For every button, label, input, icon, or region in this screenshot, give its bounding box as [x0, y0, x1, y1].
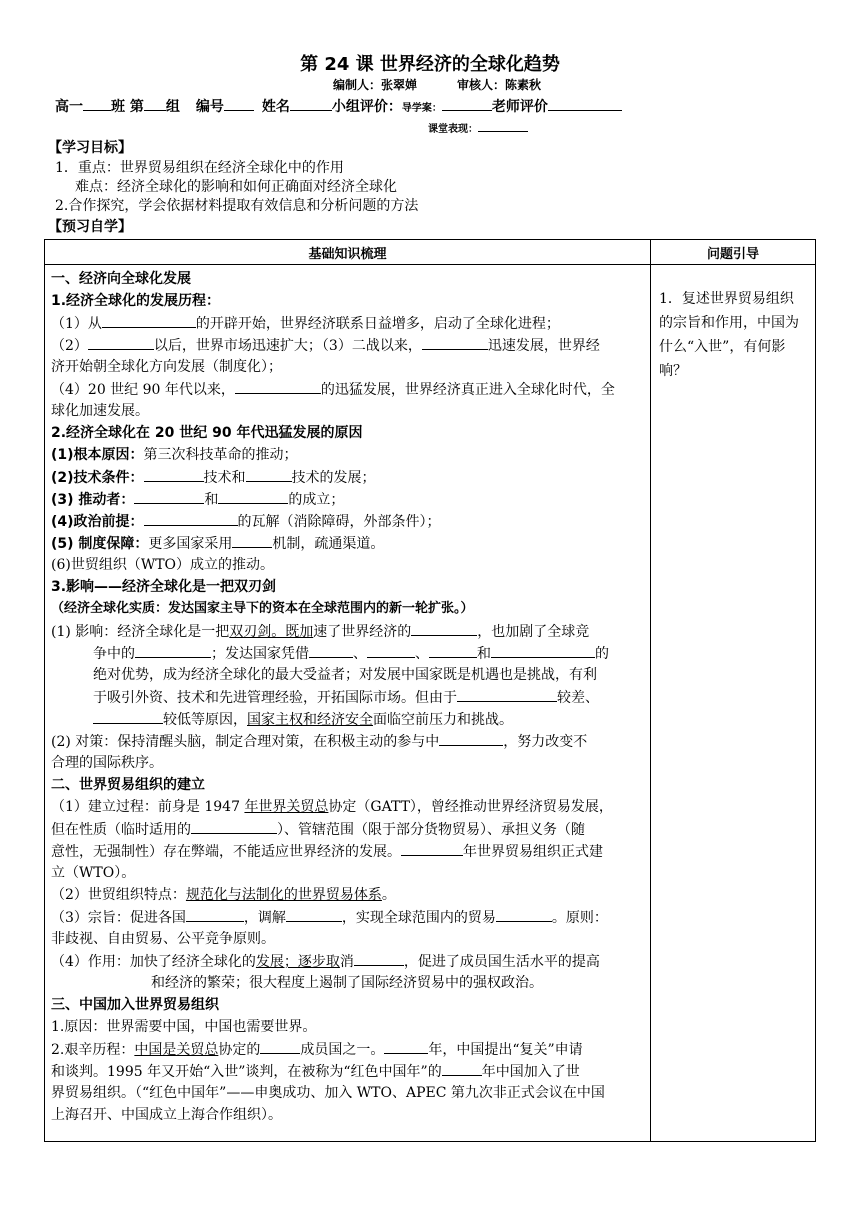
blank[interactable] [144, 467, 204, 482]
lesson-title: 第 24 课 世界经济的全球化趋势 [300, 54, 560, 75]
text-line: 争中的 ；发达国家凭借 、 、 和 的 [93, 643, 609, 664]
blank[interactable] [235, 379, 321, 394]
objectives-heading: 【学习目标】 [48, 140, 132, 156]
blank[interactable] [218, 489, 288, 504]
subsection-1-3: 3.影响——经济全球化是一把双刃剑 [51, 579, 277, 595]
text-line: 合理的国际秩序。 [51, 755, 163, 771]
section-3-title: 三、中国加入世界贸易组织 [51, 997, 219, 1013]
text-line: (1)根本原因：第三次科技革命的推动； [51, 447, 298, 463]
blank[interactable] [191, 819, 277, 834]
text-line: （1）建立过程：前身是 1947 年世界关贸总协定（GATT），曾经推动世界经济贸易发展， [51, 799, 613, 815]
blank[interactable] [384, 1039, 428, 1054]
author: 编制人：张翠婵 [333, 78, 418, 92]
number-label: 编号 [195, 99, 224, 115]
blank[interactable] [367, 643, 415, 658]
text-line: (2)技术条件： 技术和 技术的发展； [51, 467, 376, 488]
grade-label: 高一 [55, 99, 83, 115]
text-line: （4）20 世纪 90 年代以来， 的迅猛发展，世界经济真正进入全球化时代，全 [51, 379, 615, 400]
section-2-title: 二、世界贸易组织的建立 [51, 777, 205, 793]
text-line: 非歧视、自由贸易、公平竞争原则。 [51, 931, 275, 947]
blank[interactable] [246, 467, 292, 482]
guide-line: 的宗旨和作用，中国为 [659, 315, 799, 331]
section-1-title: 一、经济向全球化发展 [51, 271, 191, 287]
reviewer: 审核人：陈素秋 [457, 78, 542, 92]
authors-line [333, 76, 541, 93]
class-performance [428, 118, 528, 135]
class-perf-blank[interactable] [478, 118, 528, 132]
blank[interactable] [186, 907, 244, 922]
text-line: （2）世贸组织特点：规范化与法制化的世界贸易体系。 [51, 887, 396, 903]
text-line: 意性，无强制性）存在弊端，不能适应世界经济的发展。 年世界贸易组织正式建 [51, 841, 603, 862]
class-perf-label: 课堂表现： [428, 124, 478, 135]
teacher-eval-blank[interactable] [548, 97, 622, 111]
study-case-label: 导学案： [401, 103, 442, 114]
text-line: 界贸易组织。（“红色中国年”——申奥成功、加入 WTO、APEC 第九次非正式会议在中国 [51, 1085, 605, 1101]
blank[interactable] [457, 687, 557, 702]
text-line: 绝对优势，成为经济全球化的最大受益者；对发展中国家既是机遇也是挑战，有利 [93, 667, 597, 683]
text-line: （2） 以后，世界市场迅速扩大；（3）二战以来， 迅速发展，世界经 [51, 335, 600, 356]
group-label: 组 [165, 99, 180, 115]
guide-cell [651, 265, 816, 1142]
name-blank[interactable] [290, 97, 332, 111]
blank[interactable] [309, 643, 353, 658]
preview-heading: 【预习自学】 [48, 219, 132, 235]
text-line: 较低等原因，国家主权和经济安全面临空前压力和挑战。 [93, 709, 513, 730]
blank[interactable] [144, 511, 238, 526]
header-knowledge: 基础知识梳理 [45, 240, 651, 265]
text-line: 和经济的繁荣；很大程度上遏制了国际经济贸易中的强权政治。 [151, 975, 543, 991]
subsection-1-1: 1.经济全球化的发展历程： [51, 293, 221, 309]
text-line: (4)政治前提： 的瓦解（消除障碍，外部条件）； [51, 511, 441, 532]
text-line: (2) 对策：保持清醒头脑，制定合理对策，在积极主动的参与中 ，努力改变不 [51, 731, 587, 752]
guide-line: 1．复述世界贸易组织 [659, 291, 794, 307]
blank[interactable] [496, 907, 552, 922]
knowledge-table [44, 239, 816, 1142]
group-eval-label: 小组评价： [331, 99, 402, 115]
text-line: 和谈判。1995 年又开始“入世”谈判，在被称为“红色中国年”的 年中国加入了世 [51, 1061, 580, 1082]
teacher-eval-label: 老师评价 [491, 99, 548, 115]
text-line: 上海召开、中国成立上海合作组织）。 [51, 1107, 282, 1123]
essence-note: （经济全球化实质：发达国家主导下的资本在全球范围内的新一轮扩张。） [51, 601, 474, 616]
blank[interactable] [439, 731, 503, 746]
text-line: 济开始朝全球化方向发展（制度化）； [51, 359, 282, 375]
group-blank[interactable] [144, 97, 166, 111]
name-label: 姓名 [261, 99, 290, 115]
class-label: 班 第 [111, 99, 144, 115]
text-line: 于吸引外资、技术和先进管理经验，开拓国际市场。但由于 较差、 [93, 687, 599, 708]
blank[interactable] [354, 951, 404, 966]
objective-2: 2.合作探究，学会依据材料提取有效信息和分析问题的方法 [55, 198, 419, 214]
blank[interactable] [88, 335, 154, 350]
number-blank[interactable] [224, 97, 254, 111]
blank[interactable] [422, 335, 488, 350]
text-line: （1）从 的开辟开始，世界经济联系日益增多，启动了全球化进程； [51, 313, 560, 334]
blank[interactable] [134, 489, 204, 504]
blank[interactable] [429, 643, 477, 658]
text-line: 但在性质（临时适用的 ）、管辖范围（限于部分货物贸易）、承担义务（随 [51, 819, 585, 840]
text-line: 2.艰辛历程：中国是关贸总协定的 成员国之一。 年，中国提出“复关”申请 [51, 1039, 583, 1060]
subsection-1-2: 2.经济全球化在 20 世纪 90 年代迅猛发展的原因 [51, 425, 363, 441]
guide-line: 响？ [659, 363, 687, 379]
text-line: (5) 制度保障：更多国家采用 机制，疏通渠道。 [51, 533, 384, 554]
text-line: (6)世贸组织（WTO）成立的推动。 [51, 557, 275, 573]
blank[interactable] [401, 841, 463, 856]
blank[interactable] [442, 1061, 482, 1076]
blank[interactable] [102, 313, 196, 328]
header-guide: 问题引导 [651, 240, 816, 265]
text-line: 球化加速发展。 [51, 403, 149, 419]
blank[interactable] [260, 1039, 300, 1054]
objective-1: 1．重点：世界贸易组织在经济全球化中的作用 [55, 160, 344, 176]
text-line: (3) 推动者： 和 的成立； [51, 489, 344, 510]
blank[interactable] [286, 907, 342, 922]
blank[interactable] [93, 709, 163, 724]
text-line: （4）作用：加快了经济全球化的发展；逐步取消 ，促进了成员国生活水平的提高 [51, 951, 600, 972]
blank[interactable] [491, 643, 595, 658]
objective-difficulty: 难点：经济全球化的影响和如何正确面对经济全球化 [75, 179, 397, 195]
blank[interactable] [135, 643, 211, 658]
text-line: （3）宗旨：促进各国 ，调解 ，实现全球范围内的贸易 。原则： [51, 907, 608, 928]
class-blank[interactable] [83, 97, 111, 111]
blank[interactable] [411, 621, 477, 636]
blank[interactable] [232, 533, 272, 548]
student-info-line [55, 96, 622, 116]
text-line: 1.原因：世界需要中国，中国也需要世界。 [51, 1019, 317, 1035]
text-line: (1) 影响：经济全球化是一把双刃剑。既加速了世界经济的 ，也加剧了全球竞 [51, 621, 589, 642]
study-case-blank[interactable] [442, 97, 492, 111]
text-line: 立（WTO）。 [51, 865, 136, 881]
guide-line: 什么“入世”，有何影 [659, 339, 786, 355]
knowledge-cell [45, 265, 651, 1142]
